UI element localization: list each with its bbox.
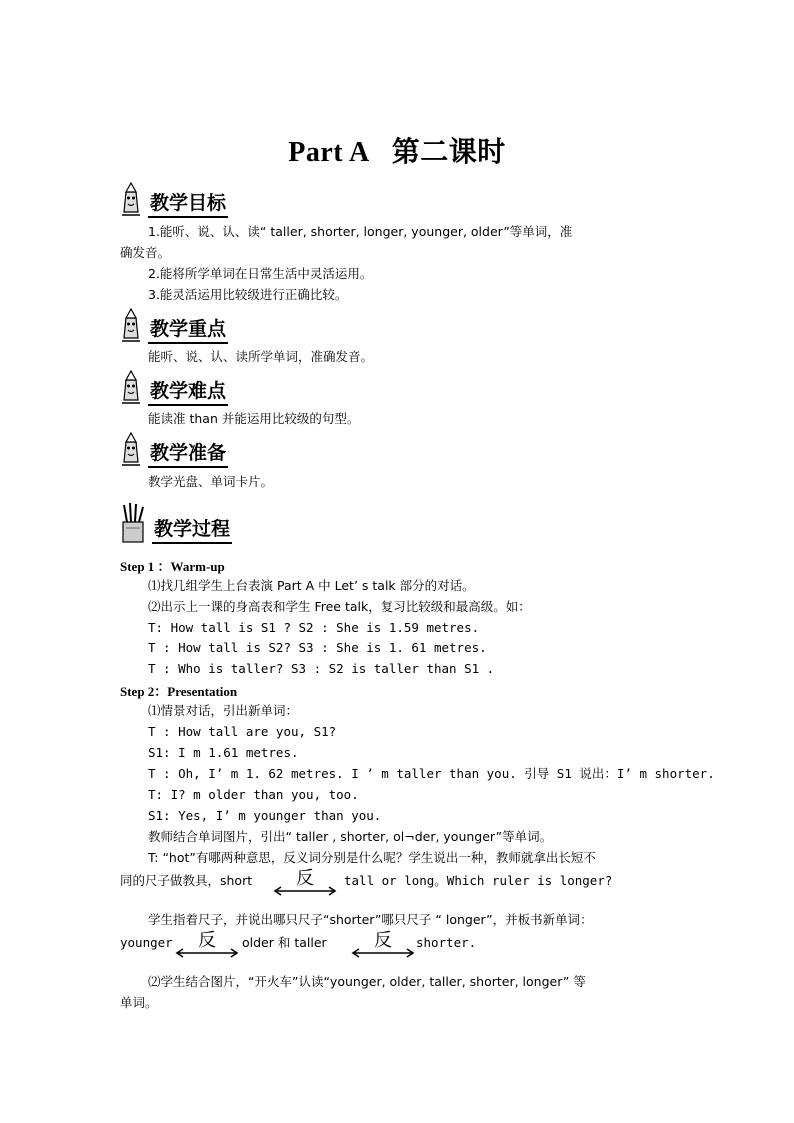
step2-line-4a: 同的尺子做教具，short [120, 873, 253, 888]
pencil-mascot-icon [116, 182, 146, 216]
goal-line-1: 1.能听、说、认、读“ taller, shorter, longer, younger, older”等单词，准 [148, 224, 573, 239]
step2-line-5: 学生指着尺子，并说出哪只尺子“shorter”哪只尺子 “ longer”，并板书新单词： [148, 912, 593, 927]
antonym-arrow-1 [272, 870, 338, 896]
section-goals-label: 教学目标 [148, 188, 228, 218]
double-arrow-icon [350, 932, 416, 958]
section-difficult-label: 教学难点 [148, 376, 228, 406]
goal-line-1b: 确发音。 [120, 245, 171, 260]
step2-title: Step 2：Presentation [120, 684, 238, 699]
step2-line-7: ⑵学生结合图片，“开火车”认读“younger, older, taller, shorter, longer” 等 [148, 974, 586, 989]
title-lesson: 第二课时 [391, 137, 506, 168]
antonym-arrow-3 [350, 932, 416, 958]
step2-line-3: T: “hot”有哪两种意思，反义词分别是什么呢？学生说出一种，教师就拿出长短不 [148, 850, 596, 865]
step1-title: Step 1 ：Warm-up [120, 559, 225, 574]
step1-line-1: ⑴找几组学生上台表演 Part A 中 Let’ s talk 部分的对话。 [148, 578, 475, 593]
step2-dialog-5: S1: Yes, I’ m younger than you. [148, 808, 382, 823]
pencil-mascot-icon [116, 308, 146, 342]
step1-line-2: ⑵出示上一课的身高表和学生 Free talk，复习比较级和最高级。如： [148, 599, 531, 614]
step2-line-1: ⑴情景对话，引出新单词： [148, 703, 299, 718]
step2-line-6c: shorter. [416, 935, 477, 950]
step2-dialog-1: T : How tall are you, S1? [148, 724, 337, 739]
step1-dialog-2: T : How tall is S2? S3 : She is 1. 61 metres. [148, 640, 487, 655]
antonym-label: 反 [374, 930, 392, 951]
step2-line-6a: younger [120, 935, 173, 950]
step2-line-7b: 单词。 [120, 995, 158, 1010]
goal-line-2: 2.能将所学单词在日常生活中灵活运用。 [148, 266, 373, 281]
section-prep-label: 教学准备 [148, 438, 228, 468]
page-title [0, 130, 794, 170]
section-process-label: 教学过程 [152, 514, 232, 544]
double-arrow-icon [272, 870, 338, 896]
step2-dialog-4: T: I? m older than you, too. [148, 787, 359, 802]
goal-line-3: 3.能灵活运用比较级进行正确比较。 [148, 287, 348, 302]
step2-line-6b: older 和 taller [242, 935, 327, 950]
antonym-label: 反 [296, 868, 314, 889]
prep-text: 教学光盘、单词卡片。 [148, 474, 274, 489]
antonym-arrow-2 [174, 932, 240, 958]
step2-line-4b: tall or long。Which ruler is longer? [344, 873, 613, 888]
step2-dialog-2: S1: I m 1.61 metres. [148, 745, 299, 760]
double-arrow-icon [174, 932, 240, 958]
section-key-label: 教学重点 [148, 314, 228, 344]
pencil-mascot-icon [116, 370, 146, 404]
step2-dialog-3: T : Oh, I’ m 1. 62 metres. I ’ m taller than you. 引导 S1 说出：I’ m shorter. [148, 766, 715, 781]
title-part: Part A [288, 137, 370, 168]
antonym-label: 反 [198, 930, 216, 951]
difficult-text: 能读准 than 并能运用比较级的句型。 [148, 411, 360, 426]
pencil-mascot-icon [116, 432, 146, 466]
key-text: 能听、说、认、读所学单词，准确发音。 [148, 349, 374, 364]
step1-dialog-3: T : Who is taller? S3 : S2 is taller than S1 . [148, 661, 495, 676]
pencil-cup-icon [116, 502, 150, 544]
step2-line-2: 教师结合单词图片，引出“ taller , shorter, ol¬der, younger”等单词。 [148, 829, 553, 844]
step1-dialog-1: T: How tall is S1 ? S2 : She is 1.59 metres. [148, 620, 480, 635]
